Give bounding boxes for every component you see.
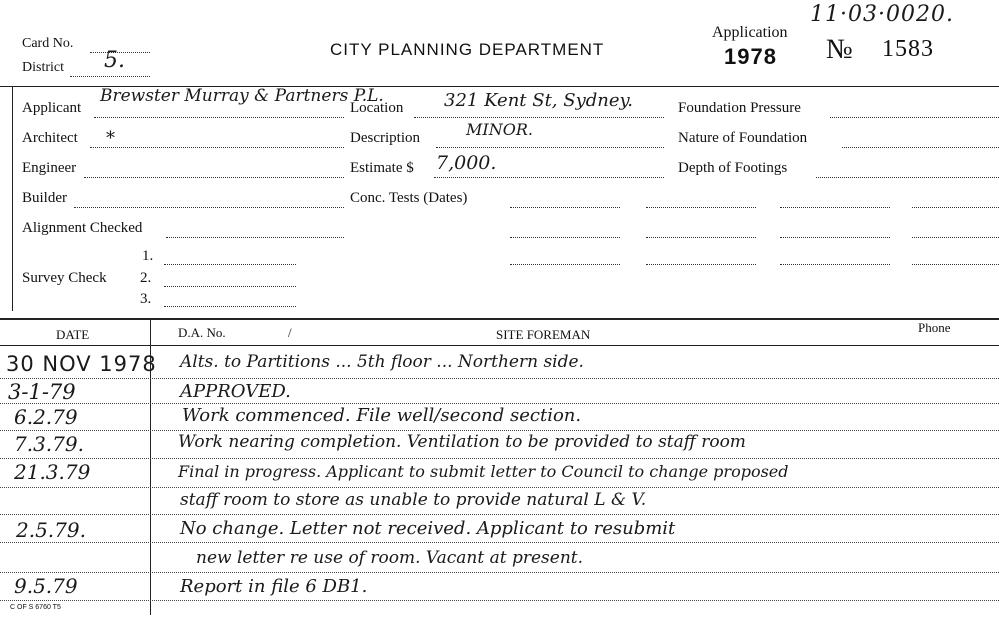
alignment-label: Alignment Checked (22, 220, 143, 236)
date-header: DATE (56, 327, 90, 342)
foreman-header: SITE FOREMAN (496, 327, 591, 342)
row-rule (0, 403, 999, 404)
row-rule (0, 600, 999, 601)
architect-value: * (106, 128, 115, 149)
conc-line-d3 (912, 264, 999, 265)
conc-line-c3 (780, 264, 890, 265)
log-entry: No change. Letter not received. Applicant to resubmit (180, 518, 676, 539)
row-rule (0, 542, 999, 543)
log-date: 21.3.79 (14, 460, 91, 484)
da-slash: / (288, 325, 292, 340)
survey-3-line (164, 306, 296, 307)
da-header: D.A. No. (178, 325, 226, 340)
description-label: Description (350, 130, 420, 146)
row-rule (0, 378, 999, 379)
row-rule (0, 487, 999, 488)
conc-line-b3 (646, 264, 756, 265)
survey-label: Survey Check (22, 270, 107, 286)
form-code: C OF S 6760 T5 (10, 604, 61, 611)
foundation-pressure-label: Foundation Pressure (678, 100, 801, 116)
survey-2-line (164, 286, 296, 287)
applicant-value: Brewster Murray & Partners P.L. (100, 86, 384, 106)
conc-line-d2 (912, 237, 999, 238)
file-reference: 11·03·0020. (810, 2, 954, 27)
log-date: 3-1-79 (8, 380, 76, 404)
row-rule (0, 572, 999, 573)
row-rule (0, 514, 999, 515)
header-underline (0, 345, 999, 346)
survey-1-line (164, 264, 296, 265)
location-line (414, 117, 664, 118)
estimate-label: Estimate $ (350, 160, 414, 176)
conc-line-a1 (510, 207, 620, 208)
card-no-label: Card No. (22, 36, 74, 51)
estimate-value: 7,000. (436, 152, 497, 174)
builder-line (74, 207, 344, 208)
conc-line-a3 (510, 264, 620, 265)
conc-line-c1 (780, 207, 890, 208)
nature-label: Nature of Foundation (678, 130, 808, 146)
log-date: 7.3.79. (14, 432, 84, 456)
survey-2: 2. (140, 270, 152, 286)
district-value: 5. (104, 48, 125, 73)
log-date: 2.5.79. (16, 518, 86, 542)
log-date: 9.5.79 (14, 574, 78, 598)
alignment-line (166, 237, 344, 238)
conc-line-a2 (510, 237, 620, 238)
log-date: 6.2.79 (14, 405, 78, 429)
conc-line-b1 (646, 207, 756, 208)
application-year: 1978 (724, 44, 777, 69)
conc-tests-label: Conc. Tests (Dates) (350, 190, 468, 206)
log-date: 30 NOV 1978 (6, 352, 157, 376)
row-rule (0, 458, 999, 459)
depth-label: Depth of Footings (678, 160, 788, 176)
engineer-line (84, 177, 344, 178)
estimate-line (434, 177, 664, 178)
applicant-label: Applicant (22, 100, 82, 116)
log-entry: staff room to store as unable to provide natural L & V. (180, 490, 647, 510)
architect-line (90, 147, 344, 148)
log-entry: Final in progress. Applicant to submit letter to Council to change proposed (178, 462, 789, 481)
log-entry: Work commenced. File well/second section. (182, 405, 582, 426)
row-rule (0, 430, 999, 431)
left-frame (12, 86, 13, 311)
applicant-line (94, 117, 344, 118)
description-value: MINOR. (466, 120, 533, 139)
log-entry: new letter re use of room. Vacant at present. (196, 548, 583, 568)
conc-line-d1 (912, 207, 999, 208)
phone-header: Phone (918, 320, 951, 335)
survey-1: 1. (142, 248, 154, 264)
location-value: 321 Kent St, Sydney. (444, 90, 634, 111)
nature-line (842, 147, 999, 148)
survey-3: 3. (140, 291, 152, 307)
department-title: CITY PLANNING DEPARTMENT (330, 40, 605, 59)
application-label: Application (712, 24, 788, 41)
district-line (70, 76, 150, 77)
engineer-label: Engineer (22, 160, 77, 176)
number-symbol: № (826, 34, 853, 65)
depth-line (816, 177, 999, 178)
log-entry: APPROVED. (180, 381, 291, 402)
log-entry: Report in file 6 DB1. (180, 576, 368, 597)
location-label: Location (350, 100, 404, 116)
conc-line-c2 (780, 237, 890, 238)
district-label: District (22, 60, 64, 75)
foundation-pressure-line (830, 117, 999, 118)
description-line (436, 147, 664, 148)
architect-label: Architect (22, 130, 78, 146)
conc-line-b2 (646, 237, 756, 238)
application-number: 1583 (882, 36, 934, 62)
log-entry: Work nearing completion. Ventilation to be provided to staff room (178, 432, 746, 452)
builder-label: Builder (22, 190, 67, 206)
log-entry: Alts. to Partitions ... 5th floor ... Northern side. (180, 352, 584, 372)
